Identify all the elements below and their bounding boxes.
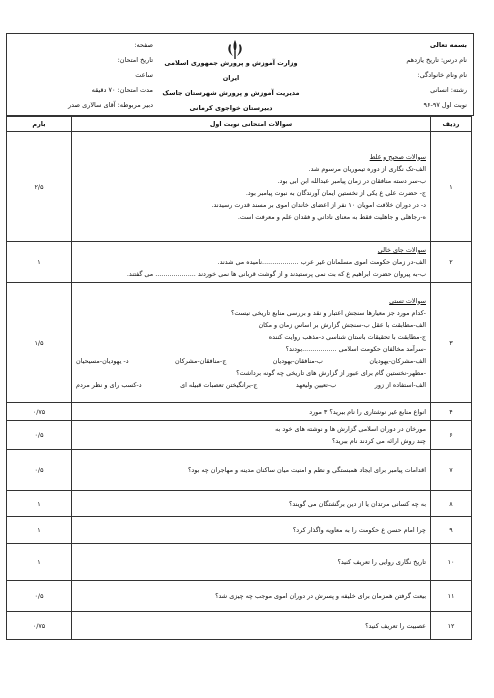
answer-option: د-کسب رای و نظر مردم [76, 380, 142, 389]
header-line: وزارت آموزش و پرورش جمهوری اسلامی ایران [164, 59, 298, 82]
question-text [72, 421, 431, 450]
question-number: ۱۱ [431, 581, 472, 612]
question-line: چند روش ارائه می کردند نام ببرید؟ [332, 437, 426, 445]
question-text [72, 581, 431, 612]
answer-option: الف-مشرکان-یهودیان [369, 356, 426, 365]
answer-option: ج-برانگیختن تعصبات قبیله ای [180, 380, 258, 389]
answer-option: ب-منافقان-یهودیان [272, 356, 323, 365]
table-row [7, 421, 472, 450]
question-line: انواع منابع غیر نوشتاری را نام ببرید؟ ۳ مورد [309, 407, 426, 416]
question-line: الف-در زمان حکومت اموی مسلمانان غیر عرب ..................نامیده می شدند. [217, 258, 426, 266]
col-header-score: بارم [7, 117, 72, 132]
question-score: ۰/۷۵ [7, 403, 72, 421]
question-line: به چه کسانی مرتدان یا از دین برگشتگان می گویند؟ [289, 499, 426, 508]
table-row [7, 544, 472, 581]
header-line: مدت امتحان: ۷۰ دقیقه [91, 86, 153, 94]
question-line: سوالات تستی [389, 296, 426, 305]
question-line: د- در دوران خلافت امویان ۱۰ نفر از اعضای خاندان اموی بر مسند قدرت رسیدند. [211, 200, 426, 209]
question-text [72, 517, 431, 544]
question-line: اقدامات پیامبر برای ایجاد همبستگی و نظم و امنیت میان ساکنان مدینه و مهاجران چه بود؟ [187, 466, 426, 474]
question-number: ۲ [431, 242, 472, 283]
header-line: ساعت [135, 71, 153, 79]
question-line: الف-مطابقت با عقل ب-سنجش گزارش بر اساس زمان و مکان [258, 320, 426, 329]
col-header-number: ردیف [431, 117, 472, 132]
question-line: -سرآمد مخالفان حکومت اسلامی .................بودند؟ [285, 344, 426, 353]
question-number: ۹ [431, 517, 472, 544]
question-score: ۰/۵ [7, 581, 72, 612]
table-row [7, 581, 472, 612]
question-number: ۳ [431, 283, 472, 403]
question-line: -کدام مورد جز معیارها سنجش اعتبار و نقد و بررسی منابع تاریخی نیست؟ [231, 308, 426, 317]
question-score: ۰/۵ [7, 421, 72, 450]
question-score: ۱ [7, 491, 72, 517]
question-score: ۱ [7, 517, 72, 544]
table-row [7, 450, 472, 491]
question-text [72, 450, 431, 491]
question-line: الف-تک نگاری از دوره تیموریان مرسوم شد. [308, 164, 426, 173]
question-line: چرا امام حسن ع حکومت را به معاویه واگذار کرد؟ [292, 526, 426, 534]
header-line: دبیر مربوطه: آقای سالاری صدر [67, 101, 153, 109]
table-row [7, 132, 472, 242]
header-line: دبیرستان خواجوی کرمانی [189, 104, 273, 112]
header-exam-info [13, 38, 153, 113]
question-line: -مطهر-نخستین گام برای عبور از گزارش های تاریخی چه گونه برداشت؟ [236, 368, 426, 377]
header-line: بسمه تعالی [429, 41, 467, 49]
header-line: تاریخ امتحان: [117, 56, 153, 64]
header-line: نام درس: تاریخ یازدهم [406, 56, 467, 64]
question-text [72, 242, 431, 283]
question-line: سوالات صحیح و غلط [369, 152, 426, 161]
question-text [72, 612, 431, 640]
question-score: ۰/۵ [7, 450, 72, 491]
answer-options [76, 355, 426, 367]
question-number: ۷ [431, 450, 472, 491]
header-line: نام ونام خانوادگی: [417, 71, 467, 79]
question-number: ۴ [431, 403, 472, 421]
question-score: ۱ [7, 242, 72, 283]
question-line: ج- حضرت علی ع یکی از نخستین ایمان آورندگان به نبوت پیامبر بود. [245, 188, 426, 197]
question-text [72, 491, 431, 517]
table-header-row [7, 117, 472, 132]
question-score: ۱/۵ [7, 283, 72, 403]
header-line: رشته: انسانی [430, 86, 467, 94]
question-line: ه-رجاهلی و جاهلیت فقط به معنای ناداني و فقدان علم و معرفت است. [237, 212, 426, 221]
question-number: ۱۰ [431, 544, 472, 581]
answer-option: ج-منافقان-مشرکان [175, 356, 227, 365]
question-score: ۱ [7, 544, 72, 581]
question-line: مورخان در دوران اسلامی گزارش ها و نوشته های خود به [275, 425, 426, 433]
header-ministry [161, 56, 301, 116]
answer-option: د- یهودیان-مسیحیان [76, 356, 129, 365]
header-line: مدیریت آموزش و پرورش شهرستان جاسک [162, 89, 300, 97]
question-text [72, 544, 431, 581]
table-row [7, 517, 472, 544]
question-table [6, 116, 472, 640]
question-line: بیعت گرفتن همزمان برای خلیفه و پسرش در دوران اموی موجب چه چیزی شد؟ [215, 592, 426, 600]
exam-header [6, 33, 474, 116]
table-row [7, 403, 472, 421]
question-line: ج-مطابقت با تحقیقات باستان شناسی د-مذهب روایت کننده [268, 332, 426, 341]
question-text [72, 283, 431, 403]
header-line: نوبت اول ۹۷-۹۶ [423, 101, 467, 109]
question-number: ۸ [431, 491, 472, 517]
answer-options [76, 379, 426, 391]
question-line: تاریخ نگاری روایی را تعریف کنید؟ [337, 558, 426, 566]
table-row [7, 491, 472, 517]
question-number: ۶ [431, 421, 472, 450]
question-line: عصبیت را تعریف کنید؟ [365, 621, 426, 630]
question-score: ۲/۵ [7, 132, 72, 242]
header-line: صفحه: [134, 41, 153, 49]
table-row [7, 283, 472, 403]
table-row [7, 242, 472, 283]
question-line: ب-سر دسته منافقان در زمان پیامبر عبدالله ابن ابی بود. [277, 176, 426, 185]
answer-option: الف-استفاده از زور [374, 380, 426, 389]
question-score: ۰/۷۵ [7, 612, 72, 640]
table-row [7, 612, 472, 640]
question-line: ب-به پیروان حضرت ابراهیم ع که بت نمی پرستیدند و از گوشت قربانی ها نمی خوردند .................... می گفتند. [126, 270, 426, 278]
question-line: سوالات جای خالی [377, 246, 426, 254]
col-header-questions: سوالات امتحانی نوبت اول [72, 117, 431, 132]
question-number: ۱ [431, 132, 472, 242]
header-student-info [327, 38, 467, 113]
question-text [72, 132, 431, 242]
answer-option: ب-تعیین ولیعهد [295, 380, 337, 389]
question-number: ۱۲ [431, 612, 472, 640]
question-text [72, 403, 431, 421]
